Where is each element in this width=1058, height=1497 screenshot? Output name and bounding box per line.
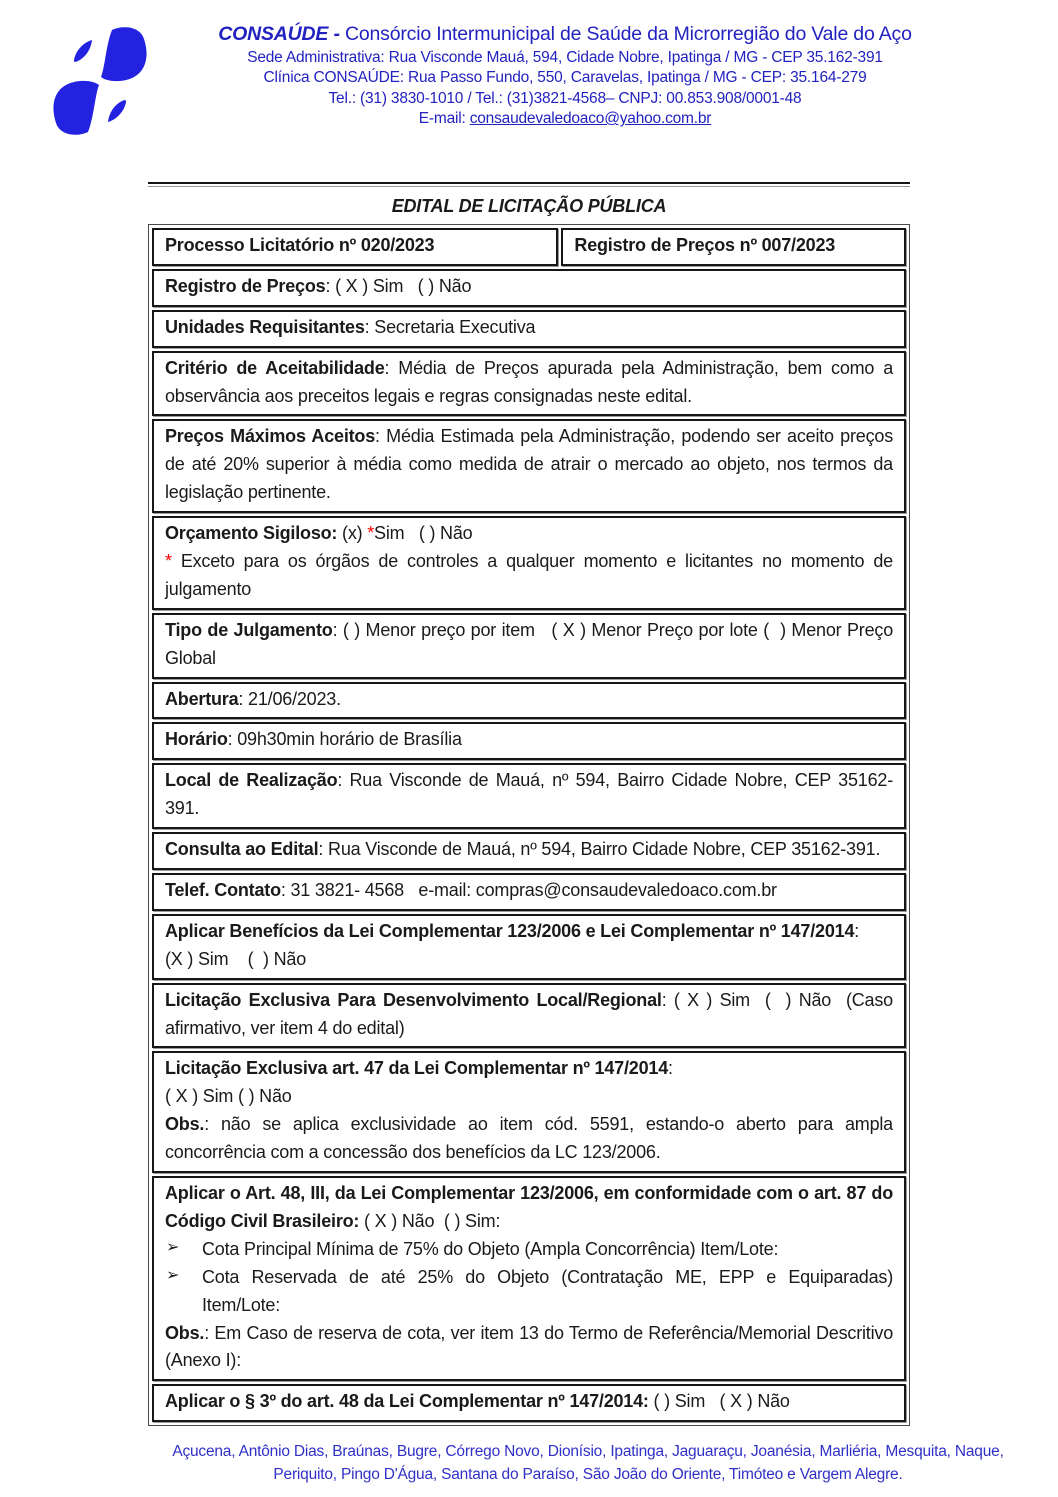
table-row-local-de-realizacao: Local de Realização: Rua Visconde de Mauá, nº 594, Bairro Cidade Nobre, CEP 35162-391. bbox=[152, 763, 906, 829]
edital-table bbox=[148, 224, 910, 1426]
table-row-aplicar-art-48-iii: Aplicar o Art. 48, III, da Lei Complementar 123/2006, em conformidade com o art. 87 do Código Civil Brasileiro: ( X ) Não ( ) Sim: ➢ Cota Principal Mínima de 75% do Objeto (Ampla Concorrência) Item/Lote: ➢ Cota Reservada de até 25% do Objeto (Contratação ME, EPP e Equiparadas) Item/Lote: Obs.: Em Caso de reserva de cota, ver item 13 do Termo de Referência/Memorial Descritivo (Anexo I): bbox=[152, 1176, 906, 1381]
table-row bbox=[152, 1051, 906, 1173]
table-row-licitacao-exclusiva-local-regional: Licitação Exclusiva Para Desenvolvimento Local/Regional: ( X ) Sim ( ) Não (Caso afirmativo, ver item 4 do edital) bbox=[152, 983, 906, 1049]
table-row bbox=[152, 1176, 906, 1381]
email-line bbox=[150, 109, 980, 129]
table-row-telefone-contato: Telef. Contato: 31 3821- 4568 e-mail: compras@consaudevaledoaco.com.br bbox=[152, 873, 906, 911]
page-title: EDITAL DE LICITAÇÃO PÚBLICA bbox=[391, 196, 667, 216]
table-row bbox=[152, 873, 906, 911]
table-row-consulta-ao-edital: Consulta ao Edital: Rua Visconde de Mauá, nº 594, Bairro Cidade Nobre, CEP 35162-391. bbox=[152, 832, 906, 870]
arrow-bullet-icon: ➢ bbox=[166, 1238, 180, 1256]
table-row bbox=[152, 832, 906, 870]
table-row bbox=[152, 1384, 906, 1422]
table-row-horario: Horário: 09h30min horário de Brasília bbox=[152, 722, 906, 760]
org-title bbox=[150, 22, 980, 48]
arrow-bullet-icon: ➢ bbox=[166, 1266, 180, 1284]
table-row bbox=[152, 269, 906, 307]
table-row-processo-registro bbox=[152, 228, 906, 266]
doc-table-body bbox=[152, 228, 906, 1422]
address-line-1: Sede Administrativa: Rua Visconde Mauá, 594, Cidade Nobre, Ipatinga / MG - CEP 35.162-391 bbox=[247, 48, 883, 66]
org-subtitle: Consórcio Intermunicipal de Saúde da Microrregião do Vale do Aço bbox=[344, 23, 912, 45]
table-row bbox=[152, 419, 906, 513]
letterhead bbox=[0, 0, 1058, 142]
table-row-abertura: Abertura: 21/06/2023. bbox=[152, 682, 906, 720]
processo-licitatorio-cell: Processo Licitatório nº 020/2023 bbox=[152, 228, 558, 266]
table-row bbox=[152, 914, 906, 980]
table-row-registro-de-precos: Registro de Preços: ( X ) Sim ( ) Não bbox=[152, 269, 906, 307]
table-row-criterio-de-aceitabilidade: Critério de Aceitabilidade: Média de Preços apurada pela Administração, bem como a observância aos preceitos legais e regras consignadas neste edital. bbox=[152, 351, 906, 417]
org-name: CONSAÚDE - bbox=[218, 23, 345, 45]
table-row-precos-maximos-aceitos: Preços Máximos Aceitos: Média Estimada pela Administração, podendo ser aceito preços de até 20% superior à média como medida de atrair o mercado ao objeto, nos termos da legislação pertinente. bbox=[152, 419, 906, 513]
table-row-unidades-requisitantes: Unidades Requisitantes: Secretaria Executiva bbox=[152, 310, 906, 348]
table-row bbox=[152, 310, 906, 348]
table-row bbox=[152, 763, 906, 829]
table-row bbox=[152, 351, 906, 417]
registro-precos-cell: Registro de Preços nº 007/2023 bbox=[561, 228, 906, 266]
email-link[interactable]: consaudevaledoaco@yahoo.com.br bbox=[469, 110, 712, 128]
email-label: E-mail: bbox=[418, 110, 470, 128]
table-row bbox=[152, 613, 906, 679]
table-row-orcamento-sigiloso: Orçamento Sigiloso: (x) *Sim ( ) Não * Exceto para os órgãos de controles a qualquer momento e licitantes no momento de julgamento bbox=[152, 516, 906, 610]
table-row-aplicar-par-3-art-48: Aplicar o § 3º do art. 48 da Lei Complementar nº 147/2014: ( ) Sim ( X ) Não bbox=[152, 1384, 906, 1422]
table-row bbox=[152, 722, 906, 760]
table-row bbox=[152, 516, 906, 610]
table-row bbox=[152, 682, 906, 720]
bullet-text: Cota Principal Mínima de 75% do Objeto (Ampla Concorrência) Item/Lote: bbox=[202, 1238, 779, 1259]
table-row-aplicar-beneficios-lc-123-147: Aplicar Benefícios da Lei Complementar 123/2006 e Lei Complementar nº 147/2014: (X ) Sim ( ) Não bbox=[152, 914, 906, 980]
consaude-logo-icon bbox=[44, 24, 164, 136]
bullet-text: Cota Reservada de até 25% do Objeto (Contratação ME, EPP e Equiparadas) Item/Lote: bbox=[202, 1266, 893, 1315]
address-line-2: Clínica CONSAÚDE: Rua Passo Fundo, 550, Caravelas, Ipatinga / MG - CEP: 35.164-279 bbox=[263, 69, 867, 87]
footer-cities: Açucena, Antônio Dias, Braúnas, Bugre, Córrego Novo, Dionísio, Ipatinga, Jaguaraçu, Joanésia, Marliéria, Mesquita, Naque, Periquito, Pingo D'Água, Santana do Paraíso, São João do Oriente, Timóteo e Vargem Alegre. bbox=[172, 1443, 1004, 1484]
table-row-tipo-de-julgamento: Tipo de Julgamento: ( ) Menor preço por item ( X ) Menor Preço por lote ( ) Menor Preço Global bbox=[152, 613, 906, 679]
table-row-licitacao-exclusiva-art-47: Licitação Exclusiva art. 47 da Lei Complementar nº 147/2014: ( X ) Sim ( ) Não Obs.: não se aplica exclusividade ao item cód. 5591, estando-o aberto para ampla concorrência com a concessão dos benefícios da LC 123/2006. bbox=[152, 1051, 906, 1173]
phone-cnpj-line: Tel.: (31) 3830-1010 / Tel.: (31)3821-4568– CNPJ: 00.853.908/0001-48 bbox=[328, 89, 802, 107]
letterhead-text bbox=[150, 22, 980, 130]
document-body bbox=[148, 182, 1004, 1487]
table-row bbox=[152, 983, 906, 1049]
